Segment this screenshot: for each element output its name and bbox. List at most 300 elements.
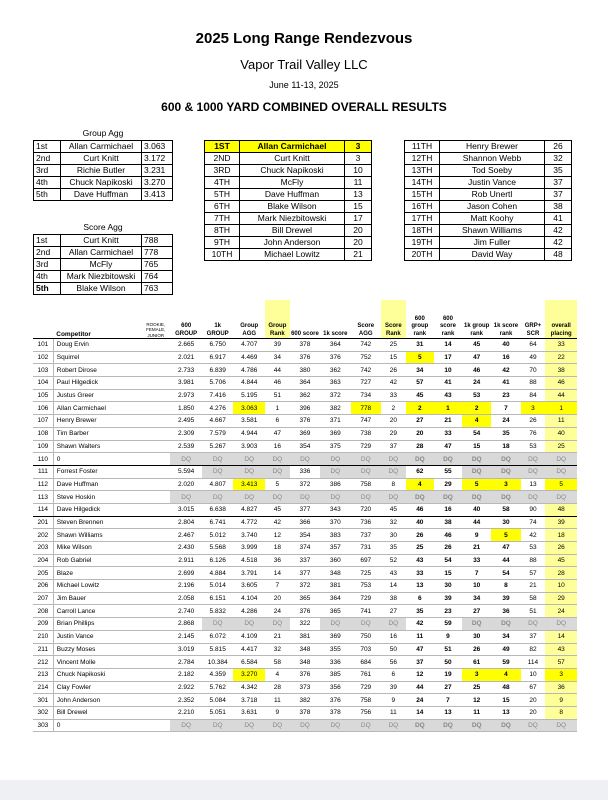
table-cell: 2.145 (170, 630, 202, 643)
table-cell: DQ (320, 719, 350, 732)
table-cell: 24 (265, 605, 290, 618)
table-cell: DQ (381, 491, 406, 504)
table-cell: 18 (545, 529, 577, 542)
name-cell: Curt Knitt (61, 235, 142, 247)
table-row (33, 643, 577, 656)
table-cell: DQ (521, 618, 546, 631)
table-cell: 12 (265, 529, 290, 542)
table-cell: 3.015 (170, 503, 202, 516)
competitor-name: Forrest Foster (53, 465, 141, 478)
table-cell: 54 (491, 567, 520, 580)
overall-row (405, 141, 572, 153)
table-cell: 3.791 (233, 567, 265, 580)
table-row (33, 542, 577, 555)
value-cell: 13 (345, 189, 372, 201)
table-cell (141, 377, 170, 390)
table-cell: 348 (290, 656, 320, 669)
table-cell: 28 (406, 440, 434, 453)
table-cell: 3.903 (233, 440, 265, 453)
table-cell: 4.944 (233, 427, 265, 440)
table-cell: 372 (290, 478, 320, 491)
table-cell: 39 (545, 516, 577, 529)
table-row (33, 402, 577, 415)
table-cell: 41 (434, 377, 462, 390)
table-cell: 13 (434, 706, 462, 719)
place-cell: 4th (34, 177, 61, 189)
table-cell: 737 (351, 529, 381, 542)
table-cell: 26 (381, 364, 406, 377)
table-cell: 4 (462, 415, 491, 428)
table-cell: 26 (521, 415, 546, 428)
table-cell: DQ (521, 491, 546, 504)
place-cell: 2ND (205, 153, 240, 165)
table-cell: 37 (381, 440, 406, 453)
table-cell: 21 (462, 542, 491, 555)
table-cell: 731 (351, 542, 381, 555)
table-cell: 62 (406, 465, 434, 478)
place-cell: 19TH (405, 237, 440, 249)
table-cell: 27 (462, 605, 491, 618)
event-dates: June 11-13, 2025 (269, 80, 339, 90)
table-cell: DQ (351, 465, 381, 478)
place-cell: 11TH (405, 141, 440, 153)
value-cell: 15 (345, 201, 372, 213)
table-cell: DQ (320, 465, 350, 478)
table-cell: 2.665 (170, 339, 202, 352)
name-cell: David Way (440, 249, 545, 261)
competitor-name: Chuck Napikoski (53, 668, 141, 681)
table-row (33, 351, 577, 364)
table-cell: 4 (491, 668, 520, 681)
table-cell: 6.151 (202, 592, 234, 605)
table-cell: 7 (434, 694, 462, 707)
overall-row (405, 165, 572, 177)
table-cell: DQ (202, 618, 234, 631)
competitor-name: Rob Gabriel (53, 554, 141, 567)
table-cell: DQ (320, 618, 350, 631)
table-cell: 7 (265, 580, 290, 593)
table-cell: 33 (545, 339, 577, 352)
overall-row (405, 225, 572, 237)
table-cell: 360 (320, 554, 350, 567)
place-cell: 1st (34, 235, 61, 247)
overall-row (205, 189, 372, 201)
table-cell (141, 364, 170, 377)
table-cell: 39 (381, 681, 406, 694)
table-cell: 90 (521, 503, 546, 516)
table-cell: 301 (33, 694, 53, 707)
column-header: Group AGG (233, 300, 265, 339)
table-cell: 27 (434, 681, 462, 694)
table-cell: 5.594 (170, 465, 202, 478)
table-cell: 30 (462, 630, 491, 643)
table-cell: 82 (521, 643, 546, 656)
table-row (33, 618, 577, 631)
table-cell: 3 (462, 668, 491, 681)
table-cell: 44 (545, 389, 577, 402)
table-cell: 47 (462, 351, 491, 364)
table-cell: 41 (491, 377, 520, 390)
table-cell: 2.911 (170, 554, 202, 567)
table-cell: 37 (521, 630, 546, 643)
name-cell: Allan Carmichael (240, 141, 345, 153)
score-agg-row (34, 259, 173, 271)
table-cell: 42 (381, 377, 406, 390)
table-cell: 43 (381, 567, 406, 580)
table-cell: 47 (491, 542, 520, 555)
table-cell: 4.286 (233, 605, 265, 618)
value-cell: 778 (142, 247, 173, 259)
table-cell: 364 (320, 339, 350, 352)
table-cell: 21 (265, 630, 290, 643)
place-cell: 2nd (34, 153, 61, 165)
table-cell: 2.784 (170, 656, 202, 669)
table-cell: 3.413 (233, 478, 265, 491)
table-cell: 4.342 (233, 681, 265, 694)
competitor-name: Justin Vance (53, 630, 141, 643)
table-row (33, 567, 577, 580)
table-cell: 4.786 (233, 364, 265, 377)
table-cell: 18 (491, 440, 520, 453)
competitor-name: Clay Fowler (53, 681, 141, 694)
table-cell: 4.104 (233, 592, 265, 605)
value-cell: 41 (545, 213, 572, 225)
table-cell: 756 (351, 706, 381, 719)
event-title: 2025 Long Range Rendezvous (195, 30, 413, 47)
table-cell: DQ (233, 453, 265, 466)
table-cell: DQ (290, 453, 320, 466)
table-cell: 46 (434, 529, 462, 542)
table-cell: 703 (351, 643, 381, 656)
table-cell: 357 (320, 542, 350, 555)
column-header: 600 GROUP (170, 300, 202, 339)
table-cell: 3.581 (233, 415, 265, 428)
place-cell: 16TH (405, 201, 440, 213)
name-cell: Curt Knitt (61, 153, 142, 165)
name-cell: John Anderson (240, 237, 345, 249)
table-cell: 1 (545, 402, 577, 415)
table-cell: 56 (381, 656, 406, 669)
table-row (33, 453, 577, 466)
table-cell (141, 656, 170, 669)
table-cell: 380 (290, 364, 320, 377)
table-cell: 26 (545, 542, 577, 555)
table-cell: 27 (406, 415, 434, 428)
column-header: Competitor (53, 300, 141, 339)
table-cell: DQ (406, 453, 434, 466)
table-cell: 734 (351, 389, 381, 402)
value-cell: 3 (345, 153, 372, 165)
table-cell: DQ (320, 491, 350, 504)
table-cell: DQ (202, 453, 234, 466)
table-cell: 24 (406, 694, 434, 707)
table-cell: 213 (33, 668, 53, 681)
table-cell: 55 (434, 465, 462, 478)
table-cell: 382 (320, 402, 350, 415)
table-cell: DQ (265, 719, 290, 732)
table-cell: 15 (434, 567, 462, 580)
table-cell (141, 605, 170, 618)
table-cell: 70 (521, 364, 546, 377)
table-row (33, 630, 577, 643)
table-cell: 753 (351, 580, 381, 593)
name-cell: Blake Wilson (240, 201, 345, 213)
name-cell: Mark Niezbitowski (61, 271, 142, 283)
table-cell: 38 (381, 592, 406, 605)
table-cell: DQ (351, 491, 381, 504)
table-cell: 337 (290, 554, 320, 567)
table-cell: 21 (521, 580, 546, 593)
table-cell: 4 (406, 478, 434, 491)
table-cell: DQ (202, 719, 234, 732)
table-cell: DQ (462, 719, 491, 732)
table-cell: 750 (351, 630, 381, 643)
value-cell: 3 (345, 141, 372, 153)
table-cell: 45 (545, 554, 577, 567)
table-cell: 336 (320, 656, 350, 669)
competitor-name: Buzzy Moses (53, 643, 141, 656)
table-cell: 42 (406, 618, 434, 631)
table-cell: 57 (406, 377, 434, 390)
table-cell: 34 (491, 630, 520, 643)
table-cell: 47 (406, 643, 434, 656)
table-cell: 4.518 (233, 554, 265, 567)
table-cell: DQ (233, 618, 265, 631)
table-cell: DQ (434, 719, 462, 732)
table-cell: 39 (491, 592, 520, 605)
place-cell: 9TH (205, 237, 240, 249)
overall-row (405, 153, 572, 165)
table-row (33, 415, 577, 428)
overall-top-ten-table (204, 140, 372, 261)
table-cell: 365 (290, 592, 320, 605)
table-cell: 376 (290, 415, 320, 428)
table-cell (141, 618, 170, 631)
table-cell: 2.868 (170, 618, 202, 631)
table-cell (141, 427, 170, 440)
table-cell: 16 (491, 351, 520, 364)
table-cell: 376 (290, 605, 320, 618)
competitor-name: Michael Lowitz (53, 580, 141, 593)
value-cell: 20 (345, 237, 372, 249)
table-cell: 4.772 (233, 516, 265, 529)
table-cell: 58 (521, 592, 546, 605)
table-cell: 29 (381, 427, 406, 440)
competitor-name: Carroll Lance (53, 605, 141, 618)
table-cell: 303 (33, 719, 53, 732)
table-cell: DQ (381, 719, 406, 732)
place-cell: 4TH (205, 177, 240, 189)
table-cell: 31 (406, 339, 434, 352)
table-cell: DQ (462, 491, 491, 504)
table-cell: 45 (381, 503, 406, 516)
table-cell (141, 339, 170, 352)
column-header: 600 score (290, 300, 320, 339)
table-cell: 381 (290, 630, 320, 643)
table-cell: DQ (545, 491, 577, 504)
place-cell: 14TH (405, 177, 440, 189)
group-agg-row (34, 165, 173, 177)
table-cell: 102 (33, 351, 53, 364)
competitor-name: Bill Drewel (53, 706, 141, 719)
table-cell: 47 (434, 440, 462, 453)
host-name: Vapor Trail Valley LLC (240, 57, 368, 72)
table-cell: 725 (351, 567, 381, 580)
table-cell (141, 402, 170, 415)
competitor-name: Henry Brewer (53, 415, 141, 428)
table-cell: 13 (406, 580, 434, 593)
name-cell: Dave Huffman (240, 189, 345, 201)
table-cell: 752 (351, 351, 381, 364)
place-cell: 17TH (405, 213, 440, 225)
table-cell: 43 (545, 643, 577, 656)
table-cell: 376 (290, 351, 320, 364)
table-row (33, 719, 577, 732)
table-cell: DQ (434, 453, 462, 466)
name-cell: Richie Butler (61, 165, 142, 177)
table-cell: 362 (320, 364, 350, 377)
table-cell: 4.276 (202, 402, 234, 415)
table-cell: 30 (491, 516, 520, 529)
table-row (33, 478, 577, 491)
table-cell: 20 (406, 427, 434, 440)
value-cell: 37 (545, 189, 572, 201)
table-cell: 365 (320, 605, 350, 618)
table-cell: DQ (265, 491, 290, 504)
table-cell: 22 (545, 351, 577, 364)
table-cell: 14 (265, 567, 290, 580)
table-cell: 3 (491, 478, 520, 491)
table-cell: 684 (351, 656, 381, 669)
name-cell: Rob Unertl (440, 189, 545, 201)
value-cell: 37 (545, 177, 572, 189)
table-cell: DQ (265, 453, 290, 466)
table-cell: 371 (320, 415, 350, 428)
results-table (33, 300, 577, 732)
value-cell: 3.270 (142, 177, 173, 189)
table-cell: 26 (434, 542, 462, 555)
table-cell: DQ (202, 465, 234, 478)
place-cell: 10TH (205, 249, 240, 261)
column-header: 600 score rank (434, 300, 462, 339)
table-cell: 378 (290, 706, 320, 719)
table-cell: 378 (320, 706, 350, 719)
table-cell: 6.917 (202, 351, 234, 364)
table-cell: 74 (521, 516, 546, 529)
name-cell: Blake Wilson (61, 283, 142, 295)
table-cell: DQ (351, 719, 381, 732)
table-cell: 34 (462, 592, 491, 605)
table-cell (141, 465, 170, 478)
table-cell: 64 (521, 339, 546, 352)
table-cell: 204 (33, 554, 53, 567)
table-cell: DQ (351, 618, 381, 631)
table-cell: 758 (351, 478, 381, 491)
name-cell: Justin Vance (440, 177, 545, 189)
value-cell: 3.172 (142, 153, 173, 165)
table-cell: 356 (320, 681, 350, 694)
table-cell: 2.210 (170, 706, 202, 719)
group-agg-row (34, 177, 173, 189)
table-cell: 25 (406, 542, 434, 555)
table-cell: 5.815 (202, 643, 234, 656)
competitor-name: Robert Dirose (53, 364, 141, 377)
table-cell: 36 (545, 681, 577, 694)
table-cell: 205 (33, 567, 53, 580)
table-cell: 35 (491, 427, 520, 440)
table-cell (141, 580, 170, 593)
name-cell: Michael Lowitz (240, 249, 345, 261)
table-cell: 44 (265, 364, 290, 377)
name-cell: Curt Knitt (240, 153, 345, 165)
table-cell: 5 (491, 529, 520, 542)
table-cell: 21 (434, 415, 462, 428)
table-cell: 23 (434, 605, 462, 618)
table-cell: 39 (434, 592, 462, 605)
table-cell: 9 (545, 694, 577, 707)
table-cell: 6 (406, 592, 434, 605)
table-cell: 363 (320, 377, 350, 390)
table-cell: 16 (265, 440, 290, 453)
table-cell: 57 (545, 656, 577, 669)
table-cell (141, 389, 170, 402)
table-cell: 720 (351, 503, 381, 516)
table-cell (141, 681, 170, 694)
table-cell: 8 (381, 478, 406, 491)
table-cell: 7.416 (202, 389, 234, 402)
table-cell: 3 (521, 402, 546, 415)
table-cell: 47 (265, 427, 290, 440)
competitor-name: Paul Hilgedick (53, 377, 141, 390)
table-cell: DQ (521, 465, 546, 478)
table-cell: 322 (290, 618, 320, 631)
table-cell: 2.430 (170, 542, 202, 555)
table-cell: 729 (351, 681, 381, 694)
table-cell: 2.021 (170, 351, 202, 364)
table-cell: 206 (33, 580, 53, 593)
overall-row (405, 249, 572, 261)
table-row (33, 364, 577, 377)
table-cell: 51 (521, 605, 546, 618)
value-cell: 20 (345, 225, 372, 237)
table-cell: 112 (33, 478, 53, 491)
overall-row (405, 201, 572, 213)
table-cell: DQ (406, 719, 434, 732)
column-header: Score AGG (351, 300, 381, 339)
table-row (33, 656, 577, 669)
table-cell: 50 (434, 656, 462, 669)
table-cell: DQ (521, 719, 546, 732)
table-cell: 6.741 (202, 516, 234, 529)
table-cell: 5.084 (202, 694, 234, 707)
table-cell: 58 (265, 656, 290, 669)
table-cell: 5.832 (202, 605, 234, 618)
table-cell: 1 (434, 402, 462, 415)
table-cell: 9 (434, 630, 462, 643)
table-cell: 376 (320, 351, 350, 364)
value-cell: 35 (545, 165, 572, 177)
table-cell: 2.495 (170, 415, 202, 428)
table-cell: 3.270 (233, 668, 265, 681)
table-cell: 36 (265, 554, 290, 567)
table-row (33, 516, 577, 529)
table-cell: 207 (33, 592, 53, 605)
table-cell: 45 (265, 503, 290, 516)
table-cell: 11 (265, 694, 290, 707)
table-cell: 42 (521, 529, 546, 542)
table-cell: DQ (491, 465, 520, 478)
place-cell: 18TH (405, 225, 440, 237)
